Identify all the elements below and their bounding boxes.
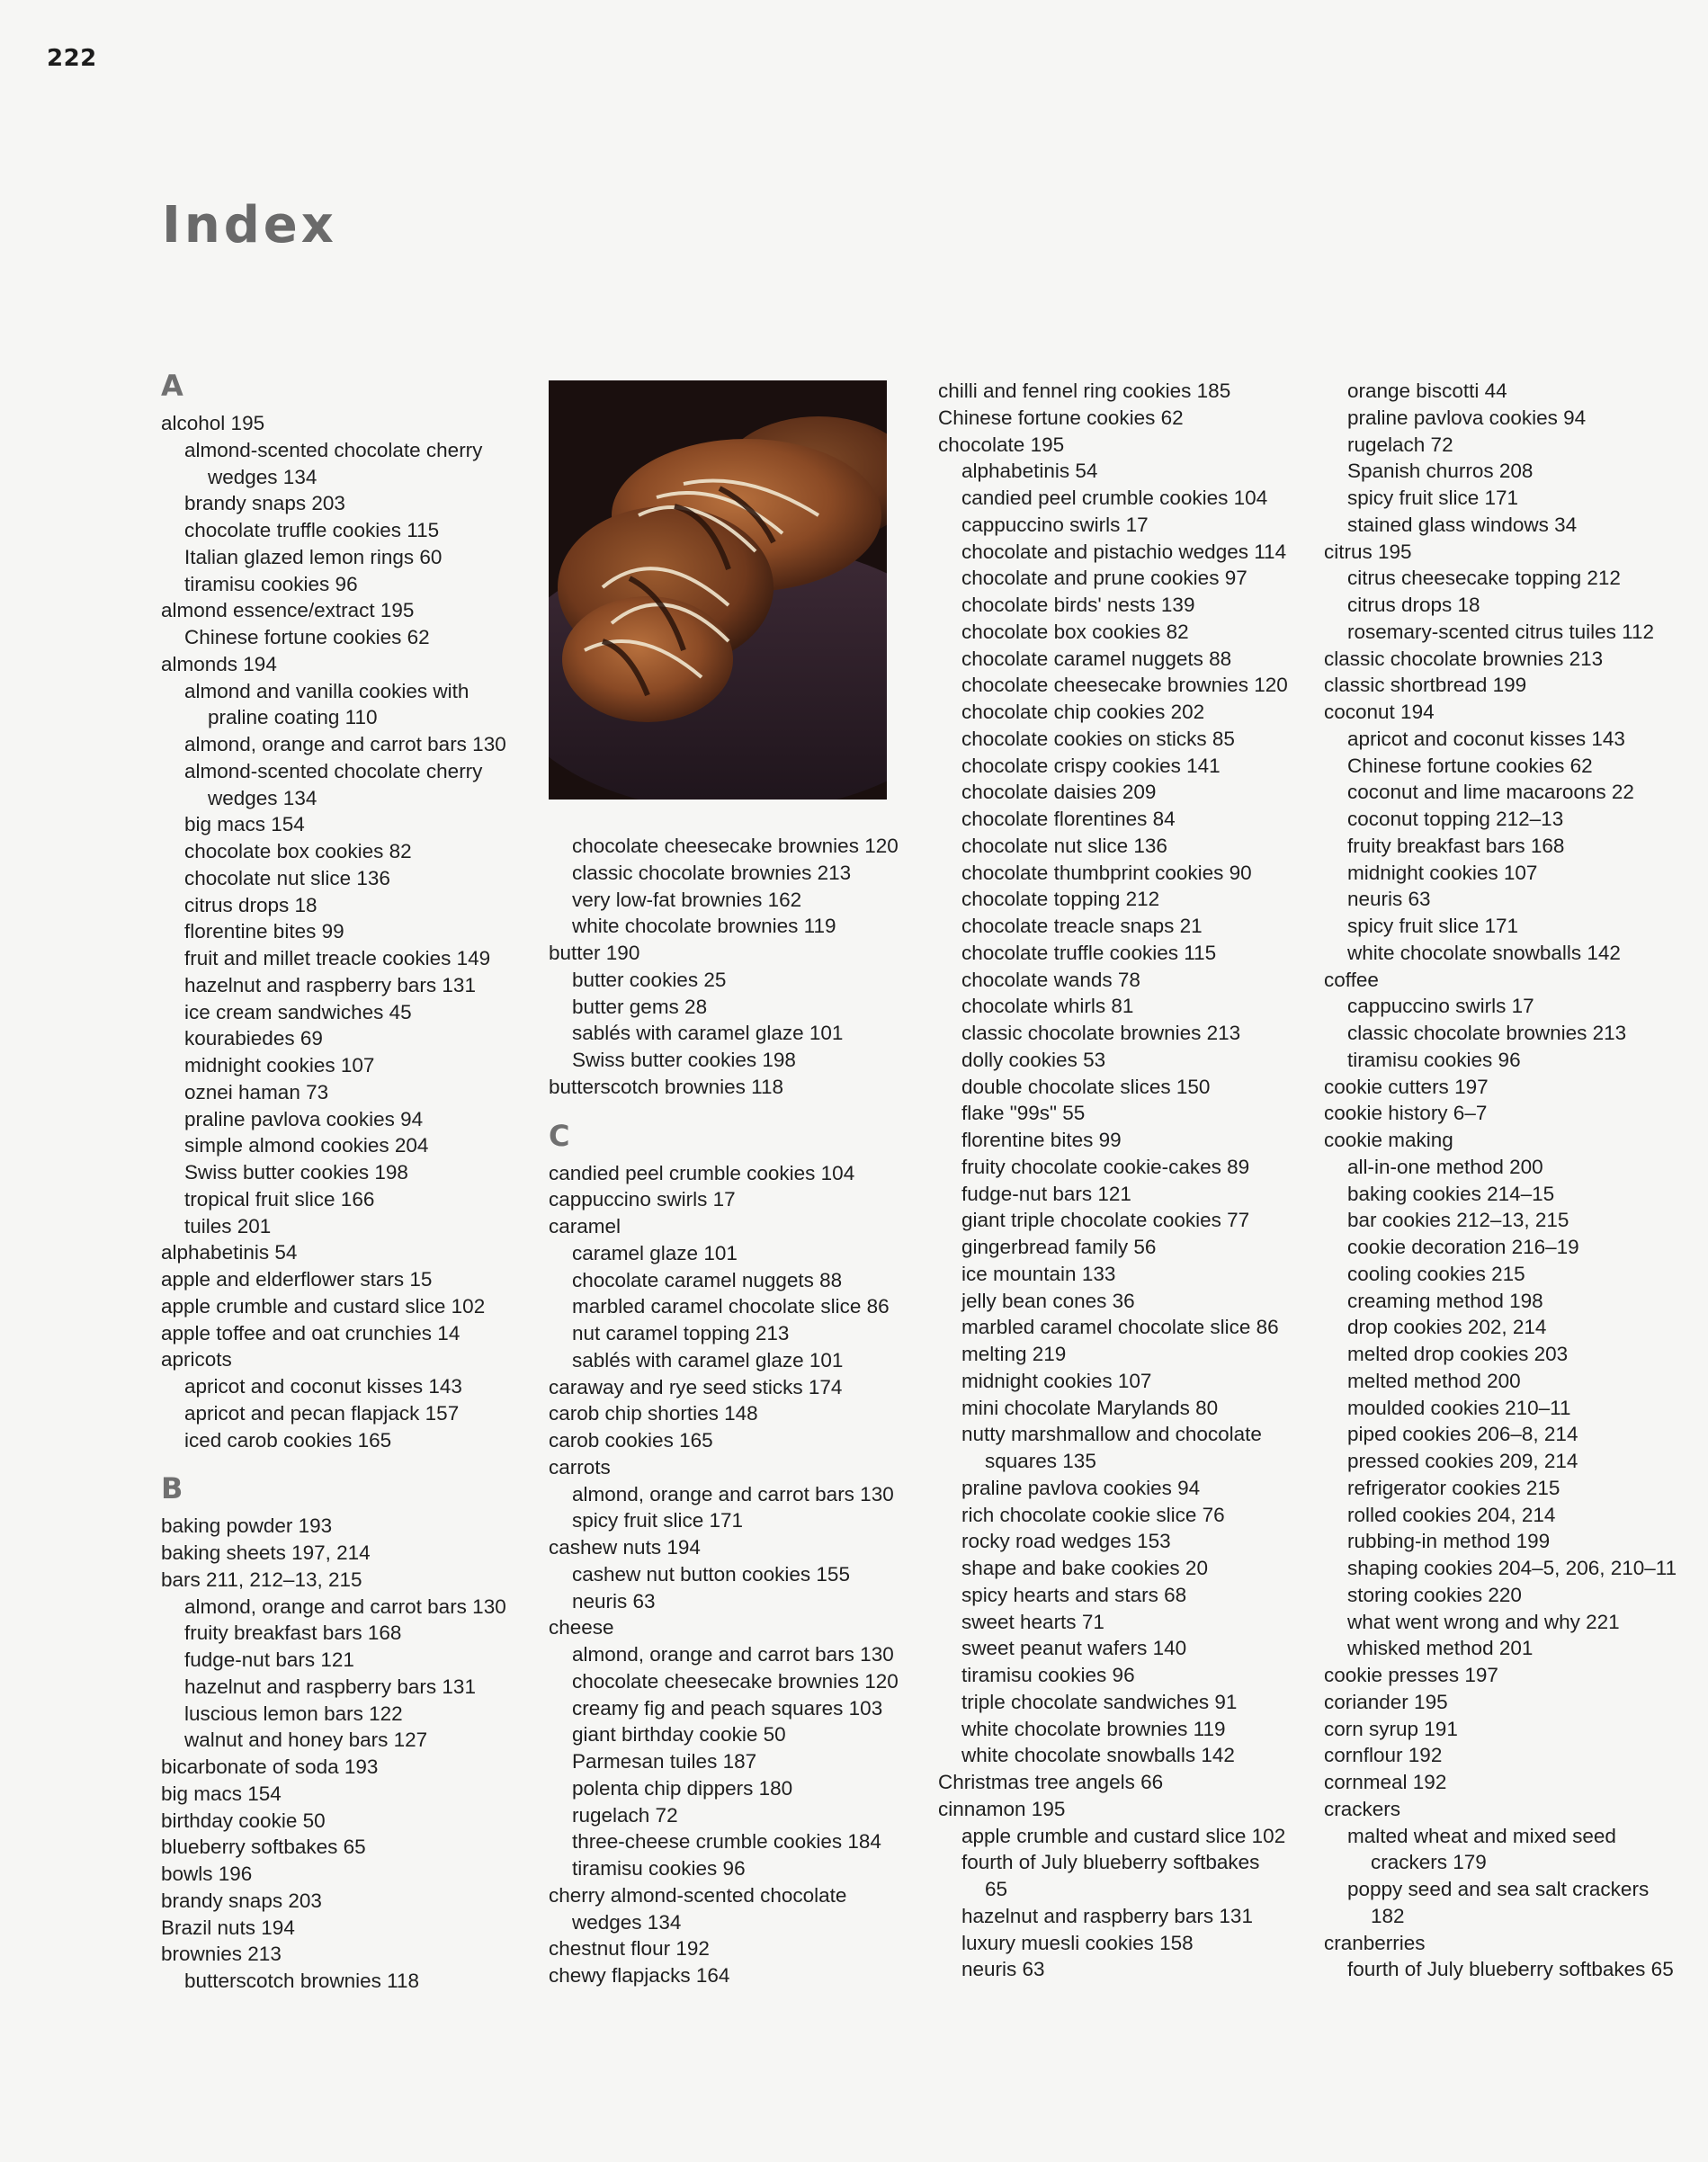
index-subentry: spicy hearts and stars 68 [961, 1583, 1187, 1606]
index-subentry: marbled caramel chocolate slice 86 [961, 1316, 1279, 1339]
index-subentry: Parmesan tuiles 187 [572, 1750, 757, 1773]
index-entry: chewy flapjacks 164 [549, 1964, 730, 1987]
index-entry: cookie cutters 197 [1324, 1075, 1489, 1098]
index-subentry: rugelach 72 [572, 1803, 678, 1827]
index-subentry: storing cookies 220 [1347, 1583, 1522, 1606]
index-entry: apple and elderflower stars 15 [161, 1268, 433, 1291]
index-subentry: chocolate nut slice 136 [184, 866, 390, 889]
section-gap [549, 1101, 899, 1119]
index-subentry: squares 135 [985, 1450, 1096, 1472]
index-subentry: spicy fruit slice 171 [1347, 915, 1519, 937]
index-subentry: spicy fruit slice 171 [1347, 487, 1519, 509]
index-subentry: chocolate cookies on sticks 85 [961, 727, 1235, 750]
index-subentry: neuris 63 [572, 1589, 656, 1613]
index-subentry: rocky road wedges 153 [961, 1530, 1171, 1553]
index-subentry: luxury muesli cookies 158 [961, 1931, 1194, 1954]
index-entry: brownies 213 [161, 1943, 282, 1966]
index-subentry: big macs 154 [184, 813, 305, 836]
index-subentry: hazelnut and raspberry bars 131 [184, 973, 476, 996]
index-subentry: chocolate daisies 209 [961, 781, 1157, 804]
index-subentry: almond-scented chocolate cherry [184, 438, 483, 461]
index-subentry: crackers 179 [1371, 1851, 1487, 1874]
index-entry: cheese [549, 1616, 614, 1639]
index-subentry: apricot and coconut kisses 143 [1347, 727, 1625, 750]
index-subentry: polenta chip dippers 180 [572, 1776, 793, 1800]
index-entry: coconut 194 [1324, 701, 1435, 723]
index-entry: chestnut flour 192 [549, 1937, 710, 1961]
index-subentry: poppy seed and sea salt crackers [1347, 1878, 1650, 1900]
index-entry: cookie history 6–7 [1324, 1102, 1488, 1125]
index-subentry: fruit and millet treacle cookies 149 [184, 947, 491, 969]
index-subentry: almond-scented chocolate cherry [184, 759, 483, 782]
index-subentry: classic chocolate brownies 213 [961, 1022, 1241, 1044]
index-entry: big macs 154 [161, 1782, 282, 1805]
index-subentry: iced carob cookies 165 [184, 1428, 392, 1452]
index-subentry: ice mountain 133 [961, 1262, 1116, 1285]
index-entry: almond essence/extract 195 [161, 599, 415, 622]
index-subentry: nutty marshmallow and chocolate [961, 1423, 1262, 1446]
index-subentry: three-cheese crumble cookies 184 [572, 1830, 881, 1854]
index-subentry: chocolate truffle cookies 115 [961, 941, 1217, 964]
index-subentry: gingerbread family 56 [961, 1236, 1157, 1258]
index-entry: Christmas tree angels 66 [938, 1771, 1164, 1793]
index-subentry: very low-fat brownies 162 [572, 888, 802, 911]
index-subentry: drop cookies 202, 214 [1347, 1316, 1547, 1339]
index-subentry: chocolate truffle cookies 115 [184, 519, 440, 541]
index-subentry: apricot and coconut kisses 143 [184, 1375, 462, 1398]
cookie-photo-illustration [549, 380, 887, 800]
index-entry: chilli and fennel ring cookies 185 [938, 380, 1231, 402]
cookie-photo [549, 380, 887, 800]
index-entry: coriander 195 [1324, 1690, 1448, 1713]
index-subentry: cookie decoration 216–19 [1347, 1236, 1579, 1258]
index-entry: Brazil nuts 194 [161, 1916, 295, 1939]
index-subentry: almond, orange and carrot bars 130 [572, 1643, 894, 1666]
index-entry: citrus 195 [1324, 540, 1412, 563]
index-subentry: orange biscotti 44 [1347, 380, 1507, 402]
index-subentry: alphabetinis 54 [961, 460, 1098, 483]
index-subentry: chocolate caramel nuggets 88 [572, 1268, 843, 1291]
index-entry: alphabetinis 54 [161, 1241, 298, 1264]
index-entry: cookie making [1324, 1129, 1453, 1151]
index-subentry: giant birthday cookie 50 [572, 1723, 786, 1747]
index-subentry: triple chocolate sandwiches 91 [961, 1690, 1238, 1713]
index-subentry: kourabiedes 69 [184, 1027, 323, 1050]
index-subentry: simple almond cookies 204 [184, 1134, 429, 1157]
index-subentry: rugelach 72 [1347, 433, 1453, 456]
index-subentry: spicy fruit slice 171 [572, 1509, 744, 1532]
section-letter: B [161, 1471, 183, 1506]
index-subentry: fudge-nut bars 121 [961, 1182, 1131, 1205]
index-subentry: praline pavlova cookies 94 [961, 1476, 1201, 1499]
index-subentry: midnight cookies 107 [184, 1054, 375, 1077]
index-subentry: caramel glaze 101 [572, 1241, 738, 1264]
index-column-1 [161, 369, 506, 1995]
index-subentry: walnut and honey bars 127 [184, 1729, 428, 1752]
index-entry: classic shortbread 199 [1324, 674, 1527, 697]
index-subentry: malted wheat and mixed seed [1347, 1824, 1616, 1847]
index-subentry: shape and bake cookies 20 [961, 1557, 1208, 1579]
index-subentry: hazelnut and raspberry bars 131 [184, 1675, 476, 1698]
index-subentry: chocolate florentines 84 [961, 808, 1176, 830]
index-subentry: almond and vanilla cookies with [184, 679, 469, 702]
index-entry: cappuccino swirls 17 [549, 1188, 736, 1211]
index-subentry: whisked method 201 [1347, 1637, 1534, 1660]
index-entry: caraway and rye seed sticks 174 [549, 1375, 843, 1398]
index-subentry: Chinese fortune cookies 62 [184, 626, 430, 648]
index-subentry: chocolate cheesecake brownies 120 [961, 674, 1288, 697]
index-subentry: Swiss butter cookies 198 [572, 1049, 796, 1071]
index-subentry: almond, orange and carrot bars 130 [184, 733, 506, 755]
index-subentry: chocolate thumbprint cookies 90 [961, 861, 1252, 884]
index-subentry: chocolate whirls 81 [961, 995, 1134, 1018]
index-subentry: piped cookies 206–8, 214 [1347, 1423, 1578, 1446]
index-subentry: sablés with caramel glaze 101 [572, 1348, 844, 1371]
index-subentry: tuiles 201 [184, 1214, 272, 1237]
page-number: 222 [47, 45, 97, 72]
index-subentry: fourth of July blueberry softbakes 65 [1347, 1958, 1674, 1981]
index-subentry: refrigerator cookies 215 [1347, 1476, 1560, 1499]
index-subentry: Spanish churros 208 [1347, 460, 1534, 483]
index-subentry: neuris 63 [1347, 888, 1431, 911]
index-subentry: white chocolate brownies 119 [572, 915, 836, 938]
index-subentry: fruity breakfast bars 168 [184, 1622, 402, 1645]
index-subentry: chocolate crispy cookies 141 [961, 754, 1221, 777]
index-subentry: chocolate treacle snaps 21 [961, 915, 1203, 937]
index-subentry: wedges 134 [208, 465, 317, 488]
index-subentry: oznei haman 73 [184, 1080, 329, 1103]
index-subentry: coconut and lime macaroons 22 [1347, 781, 1634, 804]
index-subentry: florentine bites 99 [961, 1129, 1122, 1151]
index-subentry: melting 219 [961, 1343, 1067, 1365]
index-subentry: sablés with caramel glaze 101 [572, 1022, 844, 1045]
index-entry: Chinese fortune cookies 62 [938, 406, 1184, 429]
index-subentry: Chinese fortune cookies 62 [1347, 754, 1593, 777]
index-subentry: wedges 134 [208, 786, 317, 809]
index-subentry: praline coating 110 [208, 706, 378, 729]
index-subentry: classic chocolate brownies 213 [572, 861, 852, 884]
index-subentry: baking cookies 214–15 [1347, 1182, 1555, 1205]
index-subentry: neuris 63 [961, 1958, 1045, 1981]
index-subentry: coconut topping 212–13 [1347, 808, 1564, 830]
index-entry: coffee [1324, 968, 1379, 991]
index-entry: chocolate 195 [938, 433, 1065, 456]
index-subentry: praline pavlova cookies 94 [1347, 406, 1587, 429]
index-entry: carob chip shorties 148 [549, 1402, 758, 1425]
index-subentry: butter cookies 25 [572, 968, 727, 991]
index-entry: butter 190 [549, 942, 640, 964]
index-subentry: rich chocolate cookie slice 76 [961, 1503, 1225, 1526]
index-column-4 [1324, 378, 1677, 1983]
index-subentry: cappuccino swirls 17 [961, 513, 1149, 536]
index-entry: crackers [1324, 1797, 1401, 1820]
index-entry: carrots [549, 1455, 611, 1479]
index-subentry: sweet peanut wafers 140 [961, 1637, 1187, 1660]
index-subentry: rubbing-in method 199 [1347, 1530, 1551, 1553]
index-subentry: chocolate and prune cookies 97 [961, 567, 1247, 590]
index-subentry: flake "99s" 55 [961, 1102, 1086, 1125]
index-subentry: apricot and pecan flapjack 157 [184, 1401, 460, 1425]
index-entry: almonds 194 [161, 652, 277, 675]
index-subentry: cappuccino swirls 17 [1347, 995, 1534, 1018]
index-subentry: midnight cookies 107 [961, 1369, 1152, 1392]
index-subentry: 182 [1371, 1904, 1405, 1927]
index-subentry: chocolate cheesecake brownies 120 [572, 1669, 899, 1693]
index-subentry: jelly bean cones 36 [961, 1289, 1135, 1312]
index-subentry: midnight cookies 107 [1347, 861, 1538, 884]
section-letter: C [549, 1118, 570, 1153]
index-subentry: chocolate nut slice 136 [961, 834, 1167, 857]
index-subentry: almond, orange and carrot bars 130 [184, 1595, 506, 1618]
index-entry: baking sheets 197, 214 [161, 1541, 371, 1564]
index-subentry: chocolate topping 212 [961, 888, 1160, 911]
index-subentry: chocolate box cookies 82 [184, 840, 412, 862]
index-entry: butterscotch brownies 118 [549, 1075, 783, 1098]
index-subentry: chocolate caramel nuggets 88 [961, 647, 1232, 670]
index-subentry: dolly cookies 53 [961, 1048, 1106, 1071]
index-subentry: melted method 200 [1347, 1369, 1521, 1392]
index-entry: carob cookies 165 [549, 1429, 713, 1452]
index-subentry: white chocolate snowballs 142 [961, 1744, 1235, 1767]
index-subentry: chocolate chip cookies 202 [961, 701, 1205, 723]
index-entry: candied peel crumble cookies 104 [549, 1161, 855, 1184]
index-subentry: creamy fig and peach squares 103 [572, 1696, 883, 1720]
index-entry: classic chocolate brownies 213 [1324, 647, 1604, 670]
index-subentry: butter gems 28 [572, 995, 708, 1018]
index-subentry: brandy snaps 203 [184, 492, 345, 515]
index-entry: cranberries [1324, 1931, 1426, 1954]
index-subentry: all-in-one method 200 [1347, 1155, 1543, 1178]
index-entry: cornmeal 192 [1324, 1771, 1447, 1793]
index-subentry: giant triple chocolate cookies 77 [961, 1209, 1250, 1232]
index-subentry: fourth of July blueberry softbakes [961, 1851, 1260, 1874]
index-entry: apple crumble and custard slice 102 [161, 1294, 486, 1318]
index-entry: alcohol 195 [161, 412, 265, 434]
index-subentry: cashew nut button cookies 155 [572, 1562, 850, 1586]
section-letter: A [161, 369, 183, 403]
index-entry: baking powder 193 [161, 1514, 333, 1538]
index-subentry: praline pavlova cookies 94 [184, 1107, 424, 1130]
index-subentry: almond, orange and carrot bars 130 [572, 1482, 894, 1505]
index-subentry: tiramisu cookies 96 [1347, 1048, 1521, 1071]
index-subentry: chocolate cheesecake brownies 120 [572, 835, 899, 857]
index-subentry: chocolate birds' nests 139 [961, 594, 1195, 616]
index-entry: brandy snaps 203 [161, 1889, 322, 1912]
index-subentry: bar cookies 212–13, 215 [1347, 1209, 1569, 1232]
index-subentry: citrus drops 18 [184, 893, 317, 916]
index-subentry: white chocolate brownies 119 [961, 1717, 1226, 1740]
index-subentry: tropical fruit slice 166 [184, 1187, 375, 1211]
index-subentry: what went wrong and why 221 [1347, 1610, 1620, 1633]
index-subentry: citrus drops 18 [1347, 594, 1480, 616]
index-subentry: tiramisu cookies 96 [961, 1664, 1135, 1686]
index-subentry: wedges 134 [572, 1910, 682, 1934]
index-subentry: stained glass windows 34 [1347, 513, 1578, 536]
index-entry: bars 211, 212–13, 215 [161, 1568, 362, 1591]
index-entry: cashew nuts 194 [549, 1536, 701, 1559]
index-subentry: classic chocolate brownies 213 [1347, 1022, 1627, 1044]
index-entry: cornflour 192 [1324, 1744, 1443, 1767]
index-subentry: fruity breakfast bars 168 [1347, 834, 1565, 857]
index-column-2 [549, 833, 899, 1989]
index-entry: corn syrup 191 [1324, 1717, 1458, 1740]
index-subentry: sweet hearts 71 [961, 1610, 1104, 1633]
index-subentry: nut caramel topping 213 [572, 1322, 790, 1345]
index-subentry: rosemary-scented citrus tuiles 112 [1347, 620, 1654, 643]
index-entry: caramel [549, 1215, 621, 1237]
index-entry: cookie presses 197 [1324, 1664, 1498, 1686]
index-entry: bicarbonate of soda 193 [161, 1756, 379, 1778]
index-subentry: mini chocolate Marylands 80 [961, 1396, 1219, 1419]
index-subentry: melted drop cookies 203 [1347, 1343, 1569, 1365]
page-title: Index [162, 196, 337, 255]
index-column-3 [938, 378, 1288, 1983]
index-subentry: tiramisu cookies 96 [572, 1857, 746, 1880]
index-entry: birthday cookie 50 [161, 1809, 326, 1832]
index-subentry: white chocolate snowballs 142 [1347, 941, 1621, 964]
index-subentry: apple crumble and custard slice 102 [961, 1824, 1286, 1847]
index-subentry: hazelnut and raspberry bars 131 [961, 1904, 1253, 1927]
index-subentry: butterscotch brownies 118 [184, 1970, 419, 1992]
index-subentry: double chocolate slices 150 [961, 1075, 1211, 1098]
index-subentry: creaming method 198 [1347, 1289, 1543, 1312]
index-subentry: 65 [985, 1878, 1008, 1900]
index-subentry: cooling cookies 215 [1347, 1262, 1525, 1285]
index-subentry: moulded cookies 210–11 [1347, 1396, 1571, 1419]
index-subentry: candied peel crumble cookies 104 [961, 487, 1268, 509]
index-subentry: Italian glazed lemon rings 60 [184, 545, 443, 568]
index-subentry: shaping cookies 204–5, 206, 210–11 [1347, 1557, 1677, 1579]
index-subentry: pressed cookies 209, 214 [1347, 1450, 1578, 1472]
index-entry: cinnamon 195 [938, 1797, 1066, 1820]
index-subentry: chocolate and pistachio wedges 114 [961, 540, 1287, 563]
index-subentry: chocolate wands 78 [961, 968, 1140, 991]
index-subentry: Swiss butter cookies 198 [184, 1161, 408, 1184]
index-subentry: fudge-nut bars 121 [184, 1648, 354, 1671]
section-gap [161, 1453, 506, 1471]
index-entry: bowls 196 [161, 1863, 253, 1885]
index-subentry: marbled caramel chocolate slice 86 [572, 1295, 890, 1318]
index-entry: blueberry softbakes 65 [161, 1836, 366, 1859]
index-entry: cherry almond-scented chocolate [549, 1883, 847, 1907]
index-subentry: luscious lemon bars 122 [184, 1702, 403, 1725]
index-subentry: tiramisu cookies 96 [184, 572, 358, 595]
index-subentry: ice cream sandwiches 45 [184, 1000, 412, 1023]
index-subentry: citrus cheesecake topping 212 [1347, 567, 1621, 590]
index-subentry: florentine bites 99 [184, 920, 344, 943]
index-entry: apple toffee and oat crunchies 14 [161, 1321, 461, 1345]
index-entry: apricots [161, 1348, 232, 1371]
index-subentry: fruity chocolate cookie-cakes 89 [961, 1155, 1250, 1178]
index-subentry: rolled cookies 204, 214 [1347, 1503, 1556, 1526]
index-subentry: chocolate box cookies 82 [961, 620, 1189, 643]
